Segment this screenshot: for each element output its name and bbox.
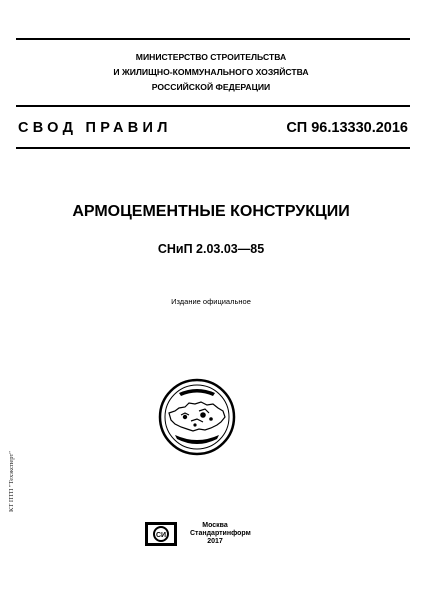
side-stamp: КТ ПТП "Техэксперт" bbox=[8, 451, 15, 512]
code-rule bbox=[16, 147, 410, 149]
publisher-city: Москва bbox=[202, 522, 228, 529]
document-title: АРМОЦЕМЕНТНЫЕ КОНСТРУКЦИИ bbox=[72, 203, 350, 220]
svg-text:СИ: СИ bbox=[155, 532, 167, 539]
code-title: СВОД ПРАВИЛ bbox=[18, 120, 172, 136]
header-rule bbox=[16, 105, 410, 107]
publisher-imprint bbox=[190, 522, 251, 546]
publisher-year: 2017 bbox=[207, 538, 223, 545]
ministry-header bbox=[0, 50, 422, 95]
emblem-icon bbox=[155, 375, 239, 459]
ministry-line-2: И ЖИЛИЩНО-КОММУНАЛЬНОГО ХОЗЯЙСТВА bbox=[113, 67, 309, 77]
ministry-line-3: РОССИЙСКОЙ ФЕДЕРАЦИИ bbox=[151, 82, 271, 92]
code-number: СП 96.13330.2016 bbox=[286, 120, 408, 136]
standartinform-logo-icon bbox=[145, 522, 177, 546]
edition-note: Издание официальное bbox=[171, 297, 251, 306]
publisher-name: Стандартинформ bbox=[190, 530, 251, 537]
ministry-line-1: МИНИСТЕРСТВО СТРОИТЕЛЬСТВА bbox=[135, 52, 287, 62]
top-rule bbox=[16, 38, 410, 40]
document-subtitle: СНиП 2.03.03—85 bbox=[157, 242, 265, 256]
